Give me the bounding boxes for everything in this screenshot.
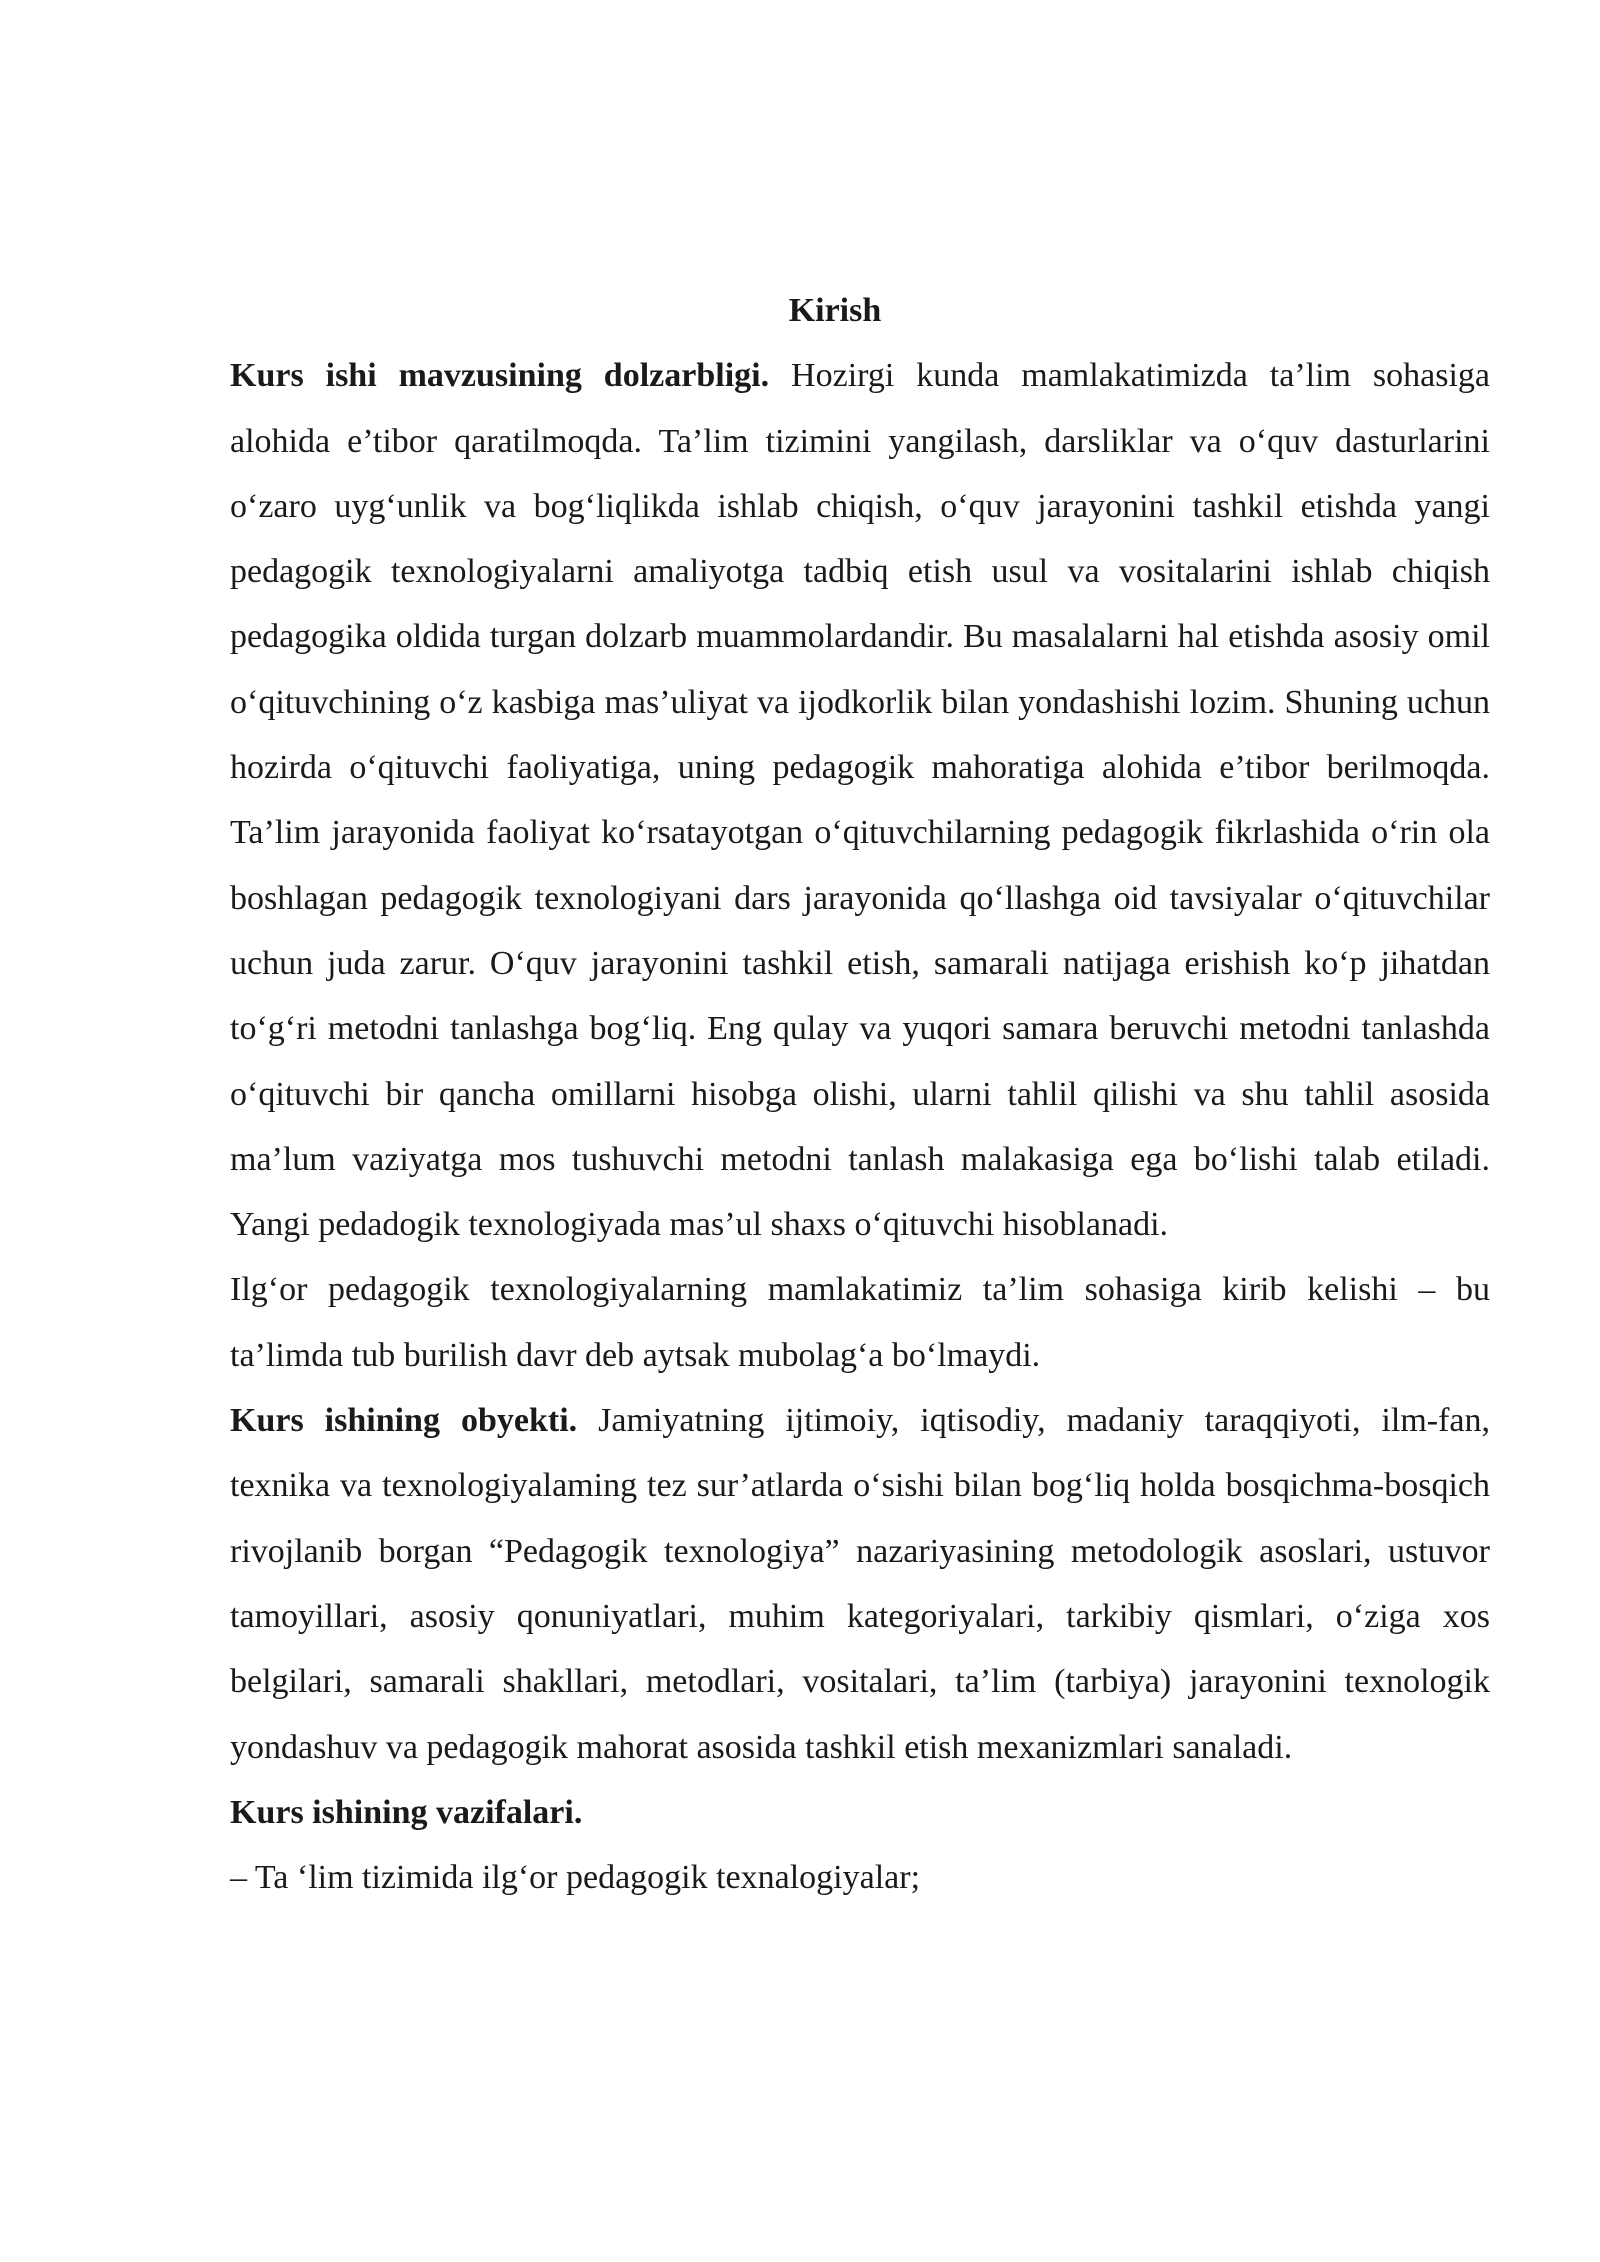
section-object — [230, 1388, 1490, 1780]
section-heading-tasks: Kurs ishining vazifalari. — [230, 1793, 583, 1831]
section-relevance — [230, 343, 1490, 1257]
document-body — [230, 278, 1490, 1910]
document-title: Kirish — [788, 292, 882, 329]
section-body-relevance: Hozirgi kunda mamlakatimizda ta’lim sohasiga alohida e’tibor qaratilmoqda. Ta’lim tizimini yangilash, darsliklar va o‘quv dasturlarini o‘zaro uyg‘unlik va bog‘liqlikda ishlab chiqish, o‘quv jarayonini tashkil etishda yangi pedagogik texnologiyalarni amaliyotga tadbiq etish usul va vositalarini ishlab chiqish pedagogika oldida turgan dolzarb muammolardandir. Bu masalalarni hal etishda asosiy omil o‘qituvchining o‘z kasbiga mas’uliyat va ijodkorlik bilan yondashishi lozim. Shuning uchun hozirda o‘qituvchi faoliyatiga, uning pedagogik mahoratiga alohida e’tibor berilmoqda. Ta’lim jarayonida faoliyat ko‘rsatayotgan o‘qituvchilarning pedagogik fikrlashida o‘rin ola boshlagan pedagogik texnologiyani dars jarayonida qo‘llashga oid tavsiyalar o‘qituvchilar uchun juda zarur. O‘quv jarayonini tashkil etish, samarali natijaga erishish ko‘p jihatdan to‘g‘ri metodni tanlashga bog‘liq. Eng qulay va yuqori samara beruvchi metodni tanlashda o‘qituvchi bir qancha omillarni hisobga olishi, ularni tahlil qilishi va shu tahlil asosida ma’lum vaziyatga mos tushuvchi metodni tanlash malakasiga ega bo‘lishi talab etiladi. Yangi pedadogik texnologiyada mas’ul shaxs o‘qituvchi hisoblanadi. — [230, 357, 1491, 1244]
section-heading-object: Kurs ishining obyekti. — [230, 1402, 578, 1440]
section-relevance-continuation: Ilg‘or pedagogik texnologiyalarning mamlakatimiz ta’lim sohasiga kirib kelishi – bu ta’limda tub burilish davr deb aytsak mubolag‘a bo‘lmaydi. — [230, 1271, 1490, 1374]
section-heading-relevance: Kurs ishi mavzusining dolzarbligi. — [230, 357, 770, 395]
list-item: – Ta ‘lim tizimida ilg‘or pedagogik texnalogiyalar; — [230, 1859, 921, 1897]
section-body-object: Jamiyatning ijtimoiy, iqtisodiy, madaniy taraqqiyoti, ilm-fan, texnika va texnologiyalaming tez sur’atlarda o‘sishi bilan bog‘liq holda bosqichma-bosqich rivojlanib borgan “Pedagogik texnologiya” nazariyasining metodologik asoslari, ustuvor tamoyillari, asosiy qonuniyatlari, muhim kategoriyalari, tarkibiy qismlari, o‘ziga xos belgilari, samarali shakllari, metodlari, vositalari, ta’lim (tarbiya) jarayonini texnologik yondashuv va pedagogik mahorat asosida tashkil etish mexanizmlari sanaladi. — [230, 1402, 1491, 1766]
